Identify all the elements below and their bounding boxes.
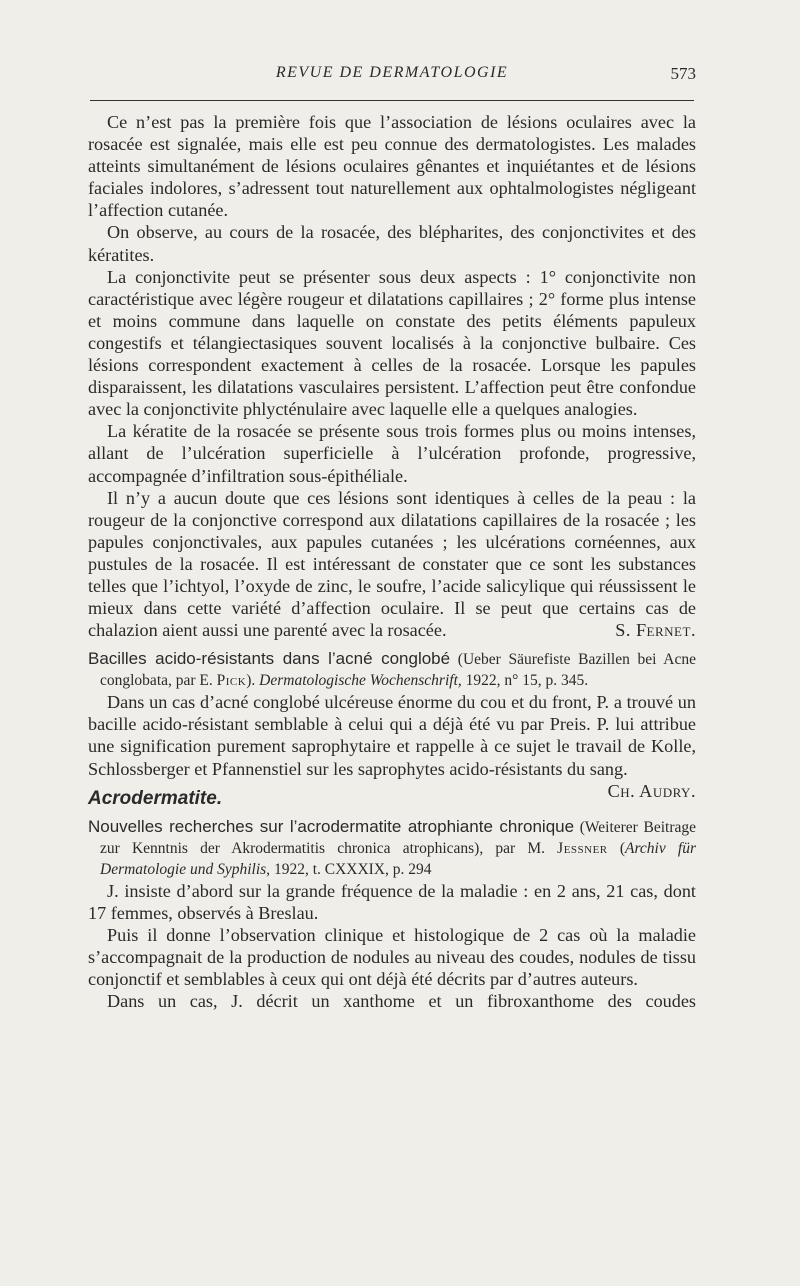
article-title: Nouvelles recherches sur l’acrodermatite atrophiante chronique: [88, 816, 575, 836]
paragraph: Dans un cas, J. décrit un xanthome et un fibroxanthome des coudes: [107, 991, 696, 1012]
page: [88, 62, 696, 1012]
reference-text: (Ueber Säurefiste Bazillen bei Acne conglobata, par E.: [100, 651, 696, 690]
header-rule: [90, 100, 694, 101]
author-name: Jessner: [557, 839, 608, 857]
page-number: 573: [670, 64, 696, 83]
article-header: [88, 816, 696, 880]
author-name: Pick: [216, 672, 247, 690]
signature: Ch. Audry.: [607, 780, 696, 801]
paragraph: Puis il donne l’observation clinique et histologique de 2 cas où la maladie s’accompagnait de la production de nodules au niveau des coudes, nodules de tissu conjonctif et semblables à ceux qui ont déjà été décrits par d’autres auteurs.: [88, 924, 696, 990]
paragraph-text: Dans un cas d’acné conglobé ulcéreuse énorme du cou et du front, P. a trouvé un bacille acido-résistant semblable à celui qui a déjà été vu par Preis. P. lui attribue une signification purement saprophytaire et rappelle à ce sujet le travail de Kolle, Schlossberger et Pfannenstiel sur les saprophytes acido-résistants du sang.: [88, 692, 696, 779]
running-header: [88, 62, 696, 94]
reference-text: 1922, t. CXXXIX, p. 294: [270, 860, 432, 878]
article-reference: [88, 816, 696, 880]
paragraph: Ce n’est pas la première fois que l’association de lésions oculaires avec la rosacée est signalée, mais elle est peu connue des dermatologistes. Les malades atteints simultanément de lésions oculaires gênantes et inquiétantes et de lésions faciales indolores, s’adressent tout naturellement aux ophtalmologistes négligeant l’affection cutanée.: [88, 112, 696, 221]
article-title: Bacilles acido-résistants dans l’acné conglobé: [88, 649, 451, 669]
paragraph: J. insiste d’abord sur la grande fréquence de la maladie : en 2 ans, 21 cas, dont 17 femmes, observés à Breslau.: [88, 880, 696, 923]
journal-name: Dermatologische Wochenschrift,: [259, 672, 462, 690]
paragraph: On observe, au cours de la rosacée, des blépharites, des conjonctivites et des kératites.: [88, 222, 696, 265]
reference-text: ).: [246, 672, 260, 690]
journal-title: REVUE DE DERMATOLOGIE: [275, 64, 509, 81]
paragraph: [88, 487, 696, 642]
article-header: [88, 648, 696, 691]
paragraph: La kératite de la rosacée se présente sous trois formes plus ou moins intenses, allant de l’ulcération superficielle à l’ulcération profonde, progressive, accompagnée d’infiltration sous-épithéliale.: [88, 421, 696, 486]
paragraph-text: Il n’y a aucun doute que ces lésions sont identiques à celles de la peau : la rougeur de la conjonctive correspond aux dilatations capillaires de la rosacée ; les papules conjonctivales, aux papules cutanées ; les ulcérations cornéennes, aux pustules de la rosacée. Il est intéressant de constater que ce sont les substances telles que l’ichtyol, l’oxyde de zinc, le soufre, l’acide salicylique qui réussissent le mieux dans cette variété d’affection oculaire. Il se peut que certains cas de chalazion aient aussi une parenté avec la rosacée.: [88, 487, 696, 641]
section-heading: Acrodermatite.: [88, 787, 223, 809]
reference-text: (: [607, 839, 625, 857]
journal-name: Archiv für Dermatologie und Syphilis,: [100, 839, 696, 878]
article-reference: [88, 648, 696, 691]
reference-text: (Weiterer Beitrage zur Kenntnis der Akrodermatitis chronica atrophicans), par M.: [100, 818, 696, 857]
signature: S. Fernet.: [615, 620, 696, 641]
paragraph: La conjonctivite peut se présenter sous deux aspects : 1° conjonctivite non caractéristique avec légère rougeur et dilatations capillaires ; 2° forme plus intense et moins commune dans laquelle on constate des petits éléments papuleux congestifs et télangiectasiques souvent localisés à la conjonctive bulbaire. Ces lésions correspondent exactement à celles de la rosacée. Lorsque les papules disparaissent, les dilatations vasculaires persistent. L’affection peut être confondue avec la conjonctivite phlycténulaire avec laquelle elle a quelques analogies.: [88, 266, 696, 420]
reference-text: 1922, n° 15, p. 345.: [461, 672, 589, 690]
